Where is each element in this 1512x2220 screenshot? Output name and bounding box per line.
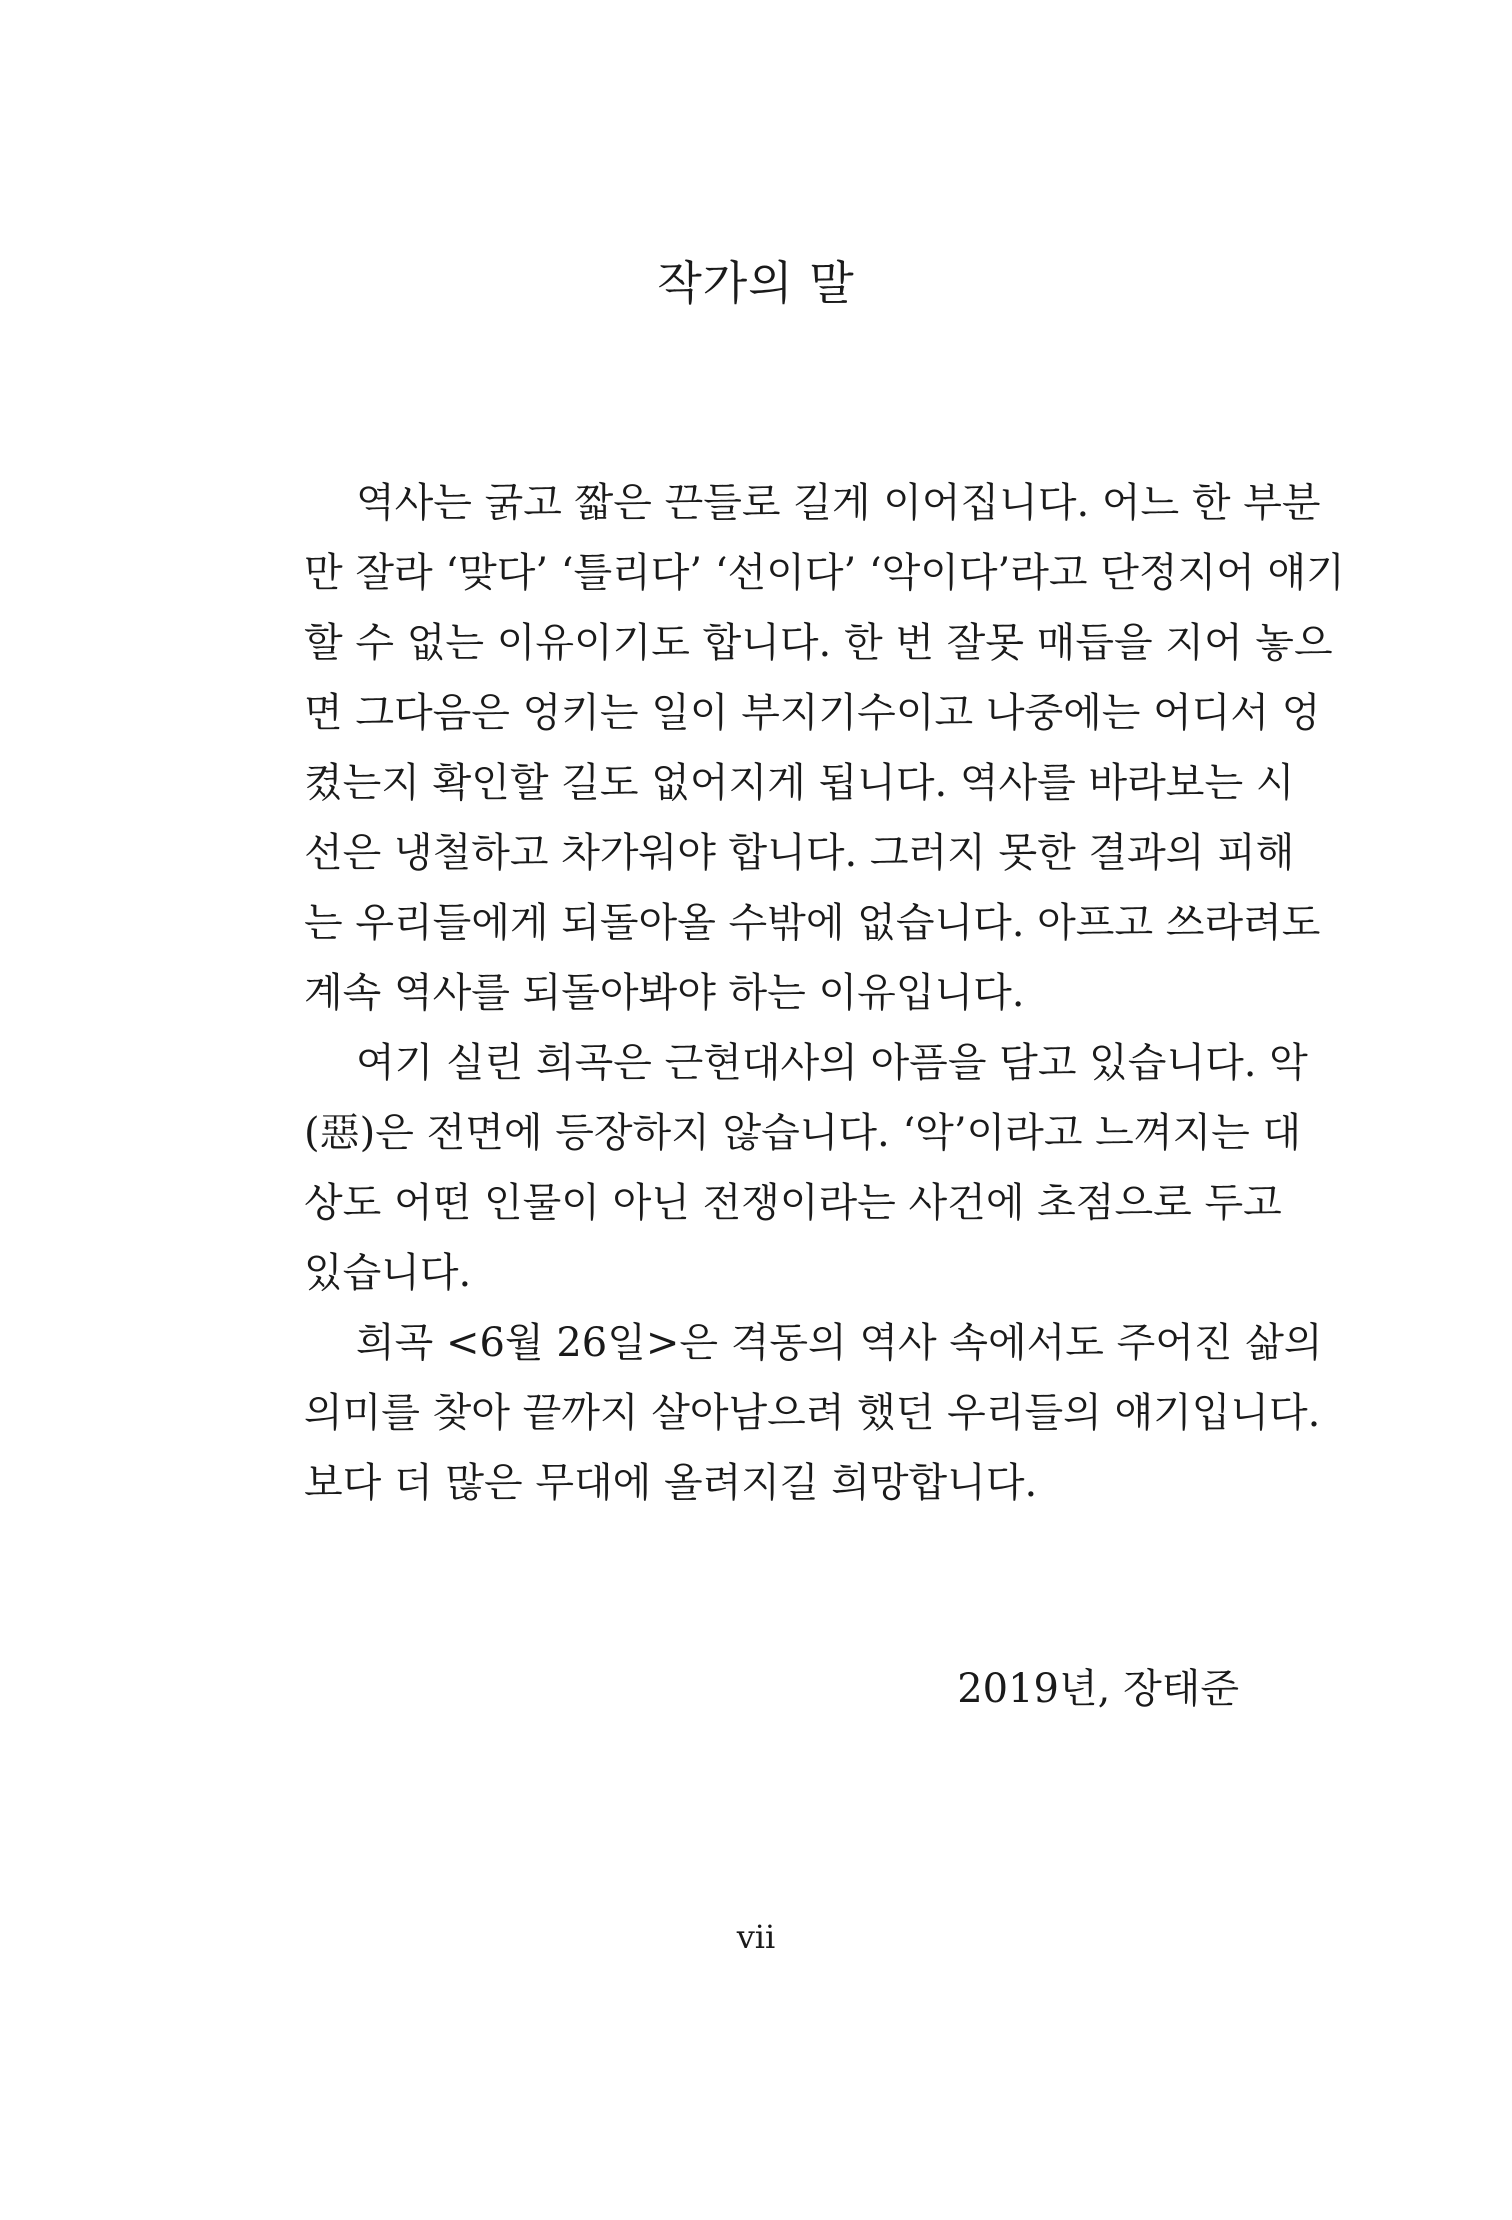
paragraph-1-line-4: 면 그다음은 엉키는 일이 부지기수이고 나중에는 어디서 엉 — [304, 690, 1321, 736]
paragraph-1-line-1: 역사는 굵고 짧은 끈들로 길게 이어집니다. 어느 한 부분 — [356, 480, 1321, 526]
body-text — [304, 468, 1345, 1518]
paragraph-1-line-2: 만 잘라 ‘맞다’ ‘틀리다’ ‘선이다’ ‘악이다’라고 단정지어 얘기 — [304, 550, 1345, 596]
paragraph-2-line-4: 있습니다. — [304, 1250, 472, 1296]
paragraph-2-line-3: 상도 어떤 인물이 아닌 전쟁이라는 사건에 초점으로 두고 — [304, 1180, 1282, 1226]
paragraph-3-line-3: 보다 더 많은 무대에 올려지길 희망합니다. — [304, 1460, 1038, 1506]
paragraph-2-line-1: 여기 실린 희곡은 근현대사의 아픔을 담고 있습니다. 악 — [356, 1040, 1308, 1086]
page-number: vii — [736, 1918, 776, 1956]
paragraph-2-line-2: (惡)은 전면에 등장하지 않습니다. ‘악’이라고 느껴지는 대 — [304, 1110, 1302, 1156]
paragraph-1-line-3: 할 수 없는 이유이기도 합니다. 한 번 잘못 매듭을 지어 놓으 — [304, 620, 1333, 666]
page-title: 작가의 말 — [657, 256, 855, 310]
paragraph-1-line-7: 는 우리들에게 되돌아올 수밖에 없습니다. 아프고 쓰라려도 — [304, 900, 1321, 946]
paragraph-1-line-5: 켰는지 확인할 길도 없어지게 됩니다. 역사를 바라보는 시 — [304, 760, 1295, 806]
paragraph-1-line-6: 선은 냉철하고 차가워야 합니다. 그러지 못한 결과의 피해 — [304, 830, 1295, 876]
paragraph-1-line-8: 계속 역사를 되돌아봐야 하는 이유입니다. — [304, 970, 1025, 1016]
paragraph-3-line-1: 희곡 <6월 26일>은 격동의 역사 속에서도 주어진 삶의 — [356, 1320, 1323, 1366]
author-signature: 2019년, 장태준 — [957, 1666, 1239, 1712]
paragraph-3-line-2: 의미를 찾아 끝까지 살아남으려 했던 우리들의 얘기입니다. — [304, 1390, 1321, 1436]
